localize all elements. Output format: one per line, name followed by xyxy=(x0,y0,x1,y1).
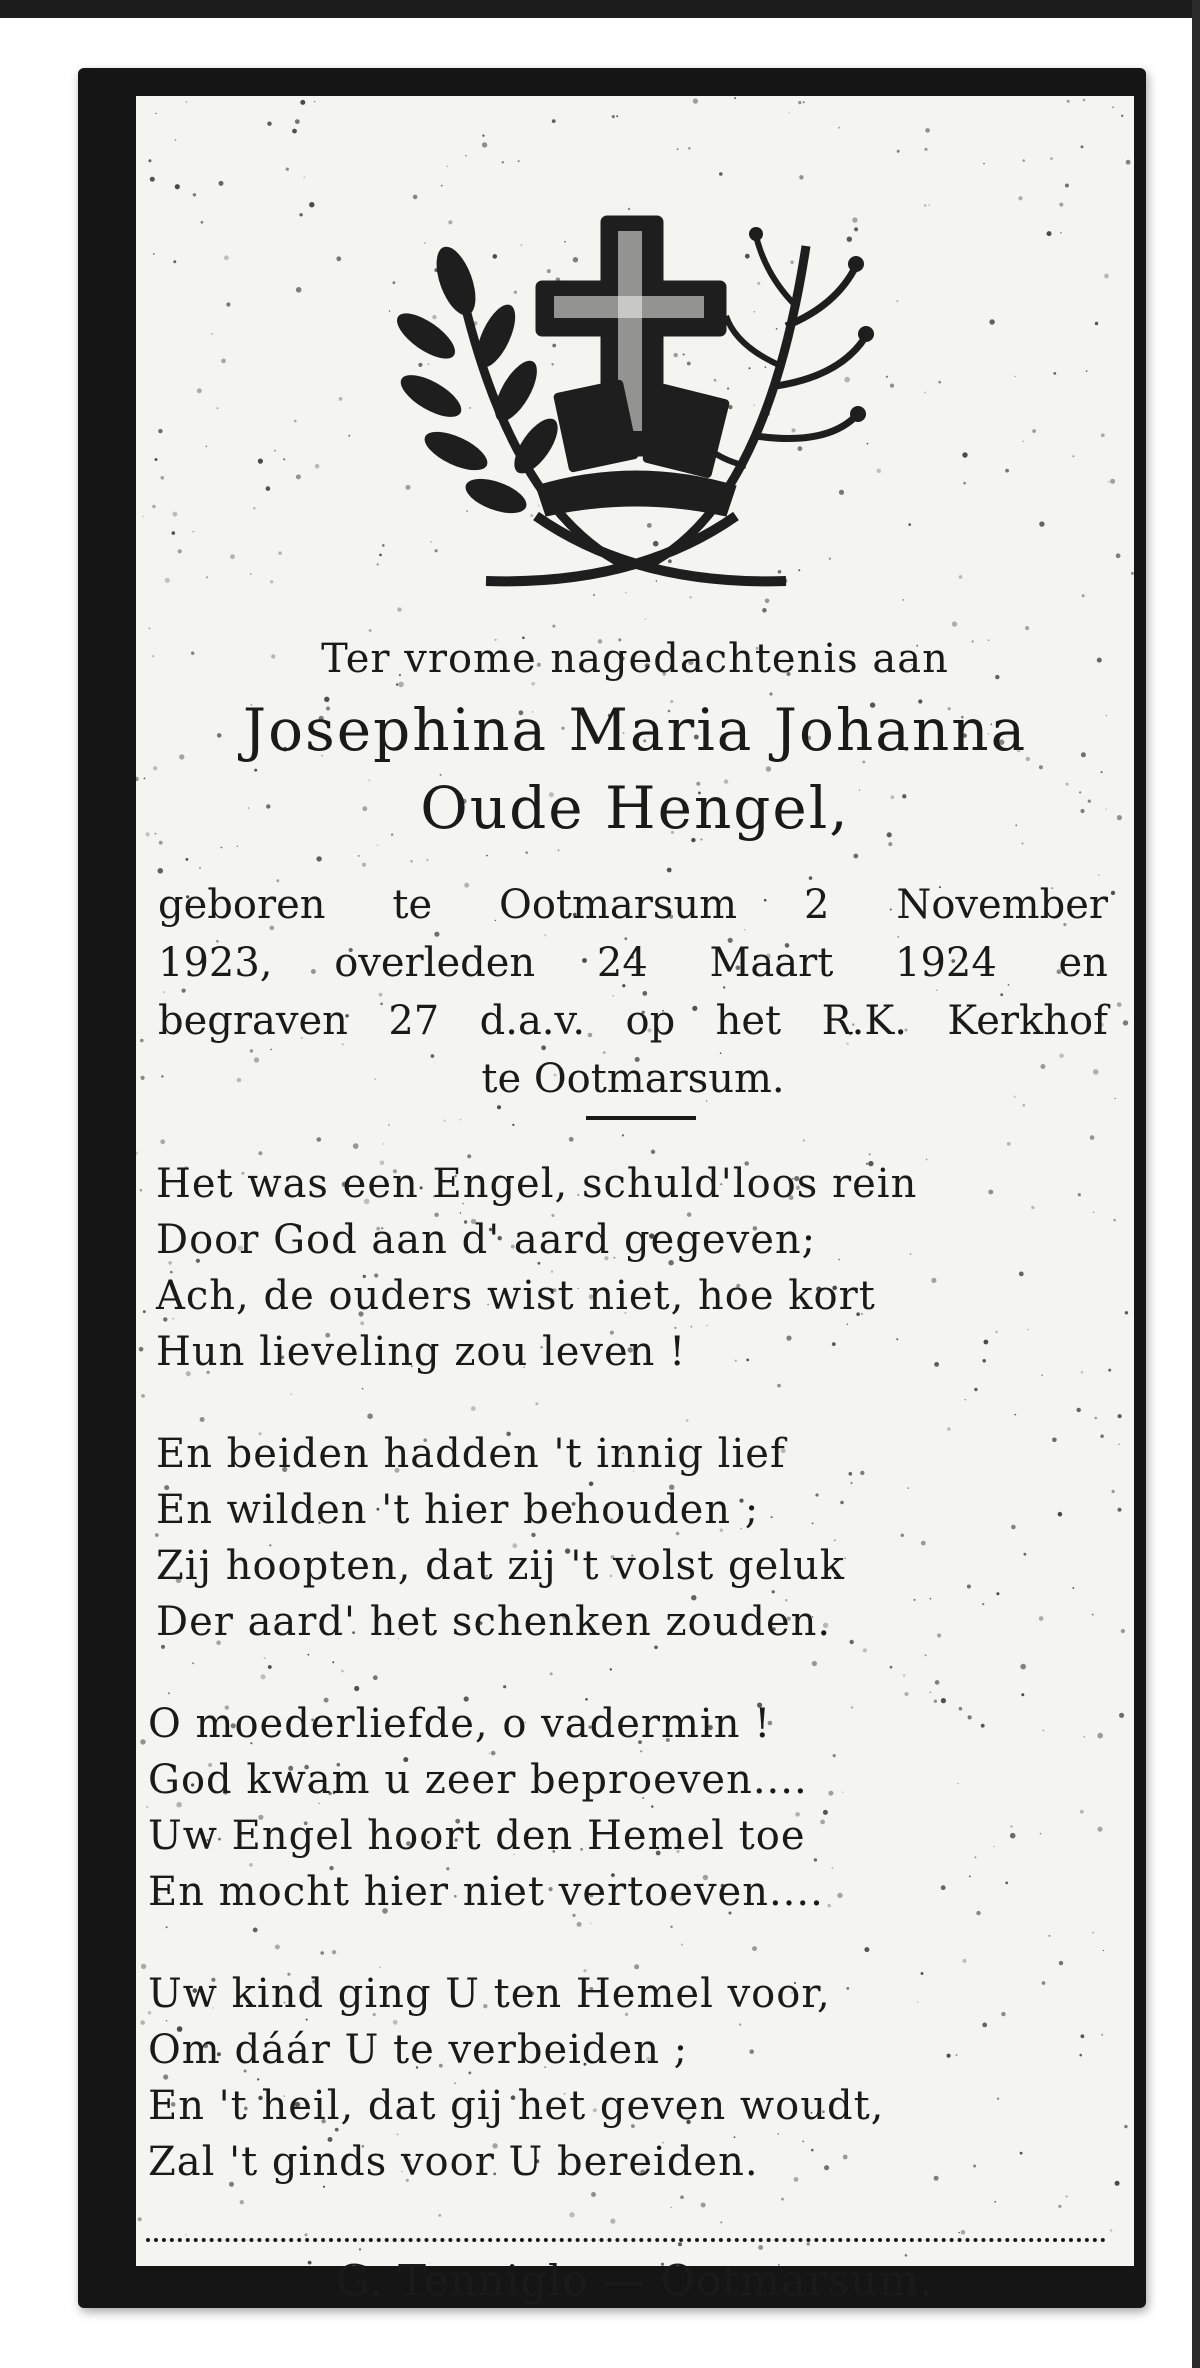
word: 2 xyxy=(803,882,830,928)
word: 1924 xyxy=(895,940,997,986)
word: Ootmarsum. xyxy=(533,1056,785,1102)
card-paper xyxy=(136,96,1134,2305)
poem-line: Het was een Engel, schuld'loos rein xyxy=(156,1161,918,1207)
word: 1923, xyxy=(158,940,273,986)
poem-stanza-2 xyxy=(156,1426,1056,1650)
details-line-1 xyxy=(158,876,1108,934)
word: R.K. xyxy=(821,998,907,1044)
poem-line: Der aard' het schenken zouden. xyxy=(156,1599,832,1645)
poem-line: Ach, de ouders wist niet, hoe kort xyxy=(156,1273,876,1319)
word: d.a.v. xyxy=(479,998,586,1044)
deceased-name-line-1: Josephina Maria Johanna xyxy=(242,696,1028,764)
details-line-2 xyxy=(158,934,1108,992)
deceased-name-line-2: Oude Hengel, xyxy=(420,774,850,842)
intro-text: Ter vrome nagedachtenis aan xyxy=(321,636,949,682)
poem-line: Uw kind ging U ten Hemel voor, xyxy=(148,1971,831,2017)
poem-line: God kwam u zeer beproeven.... xyxy=(148,1757,808,1803)
poem-line: Zal 't ginds voor U bereiden. xyxy=(148,2139,759,2185)
poem-line: Uw Engel hoort den Hemel toe xyxy=(148,1813,806,1859)
poem-line: En beiden hadden 't innig lief xyxy=(156,1431,786,1477)
scan-right-edge xyxy=(1192,0,1200,2368)
divider-dotted xyxy=(146,2238,1106,2242)
word: November xyxy=(896,882,1108,928)
word: het xyxy=(715,998,782,1044)
poem-line: O moederliefde, o vadermin ! xyxy=(148,1701,772,1747)
word: op xyxy=(625,998,676,1044)
word: overleden xyxy=(334,940,536,986)
word: Kerkhof xyxy=(947,998,1108,1044)
word: geboren xyxy=(158,882,326,928)
word: 27 xyxy=(388,998,440,1044)
printer-credit: G. Tenniglo — Ootmarsum. xyxy=(336,2256,934,2305)
poem-stanza-1 xyxy=(156,1156,1056,1380)
poem-stanza-3 xyxy=(148,1696,1048,1920)
divider-short xyxy=(586,1116,696,1120)
details-line-4 xyxy=(158,1050,1108,1108)
poem-line: Om dáár U te verbeiden ; xyxy=(148,2027,689,2073)
word: Ootmarsum xyxy=(499,882,738,928)
poem-line: Hun lieveling zou leven ! xyxy=(156,1329,687,1375)
word: 24 xyxy=(596,940,648,986)
word: begraven xyxy=(158,998,348,1044)
word: te xyxy=(481,1056,522,1102)
word: Maart xyxy=(709,940,834,986)
scan-top-edge xyxy=(0,0,1200,18)
poem-line: En 't heil, dat gij het geven woudt, xyxy=(148,2083,885,2129)
details-line-3 xyxy=(158,992,1108,1050)
birth-death-details xyxy=(158,876,1108,1108)
memorial-card xyxy=(78,68,1146,2308)
poem-line: En wilden 't hier behouden ; xyxy=(156,1487,760,1533)
poem-line: En mocht hier niet vertoeven.... xyxy=(148,1869,824,1915)
poem-stanza-4 xyxy=(148,1966,1048,2190)
poem-line: Door God aan d' aard gegeven; xyxy=(156,1217,817,1263)
cross-and-palm-branches-icon xyxy=(386,186,886,606)
card-content xyxy=(136,96,1134,2305)
poem-line: Zij hoopten, dat zij 't volst geluk xyxy=(156,1543,846,1589)
word: en xyxy=(1058,940,1108,986)
word: te xyxy=(392,882,433,928)
